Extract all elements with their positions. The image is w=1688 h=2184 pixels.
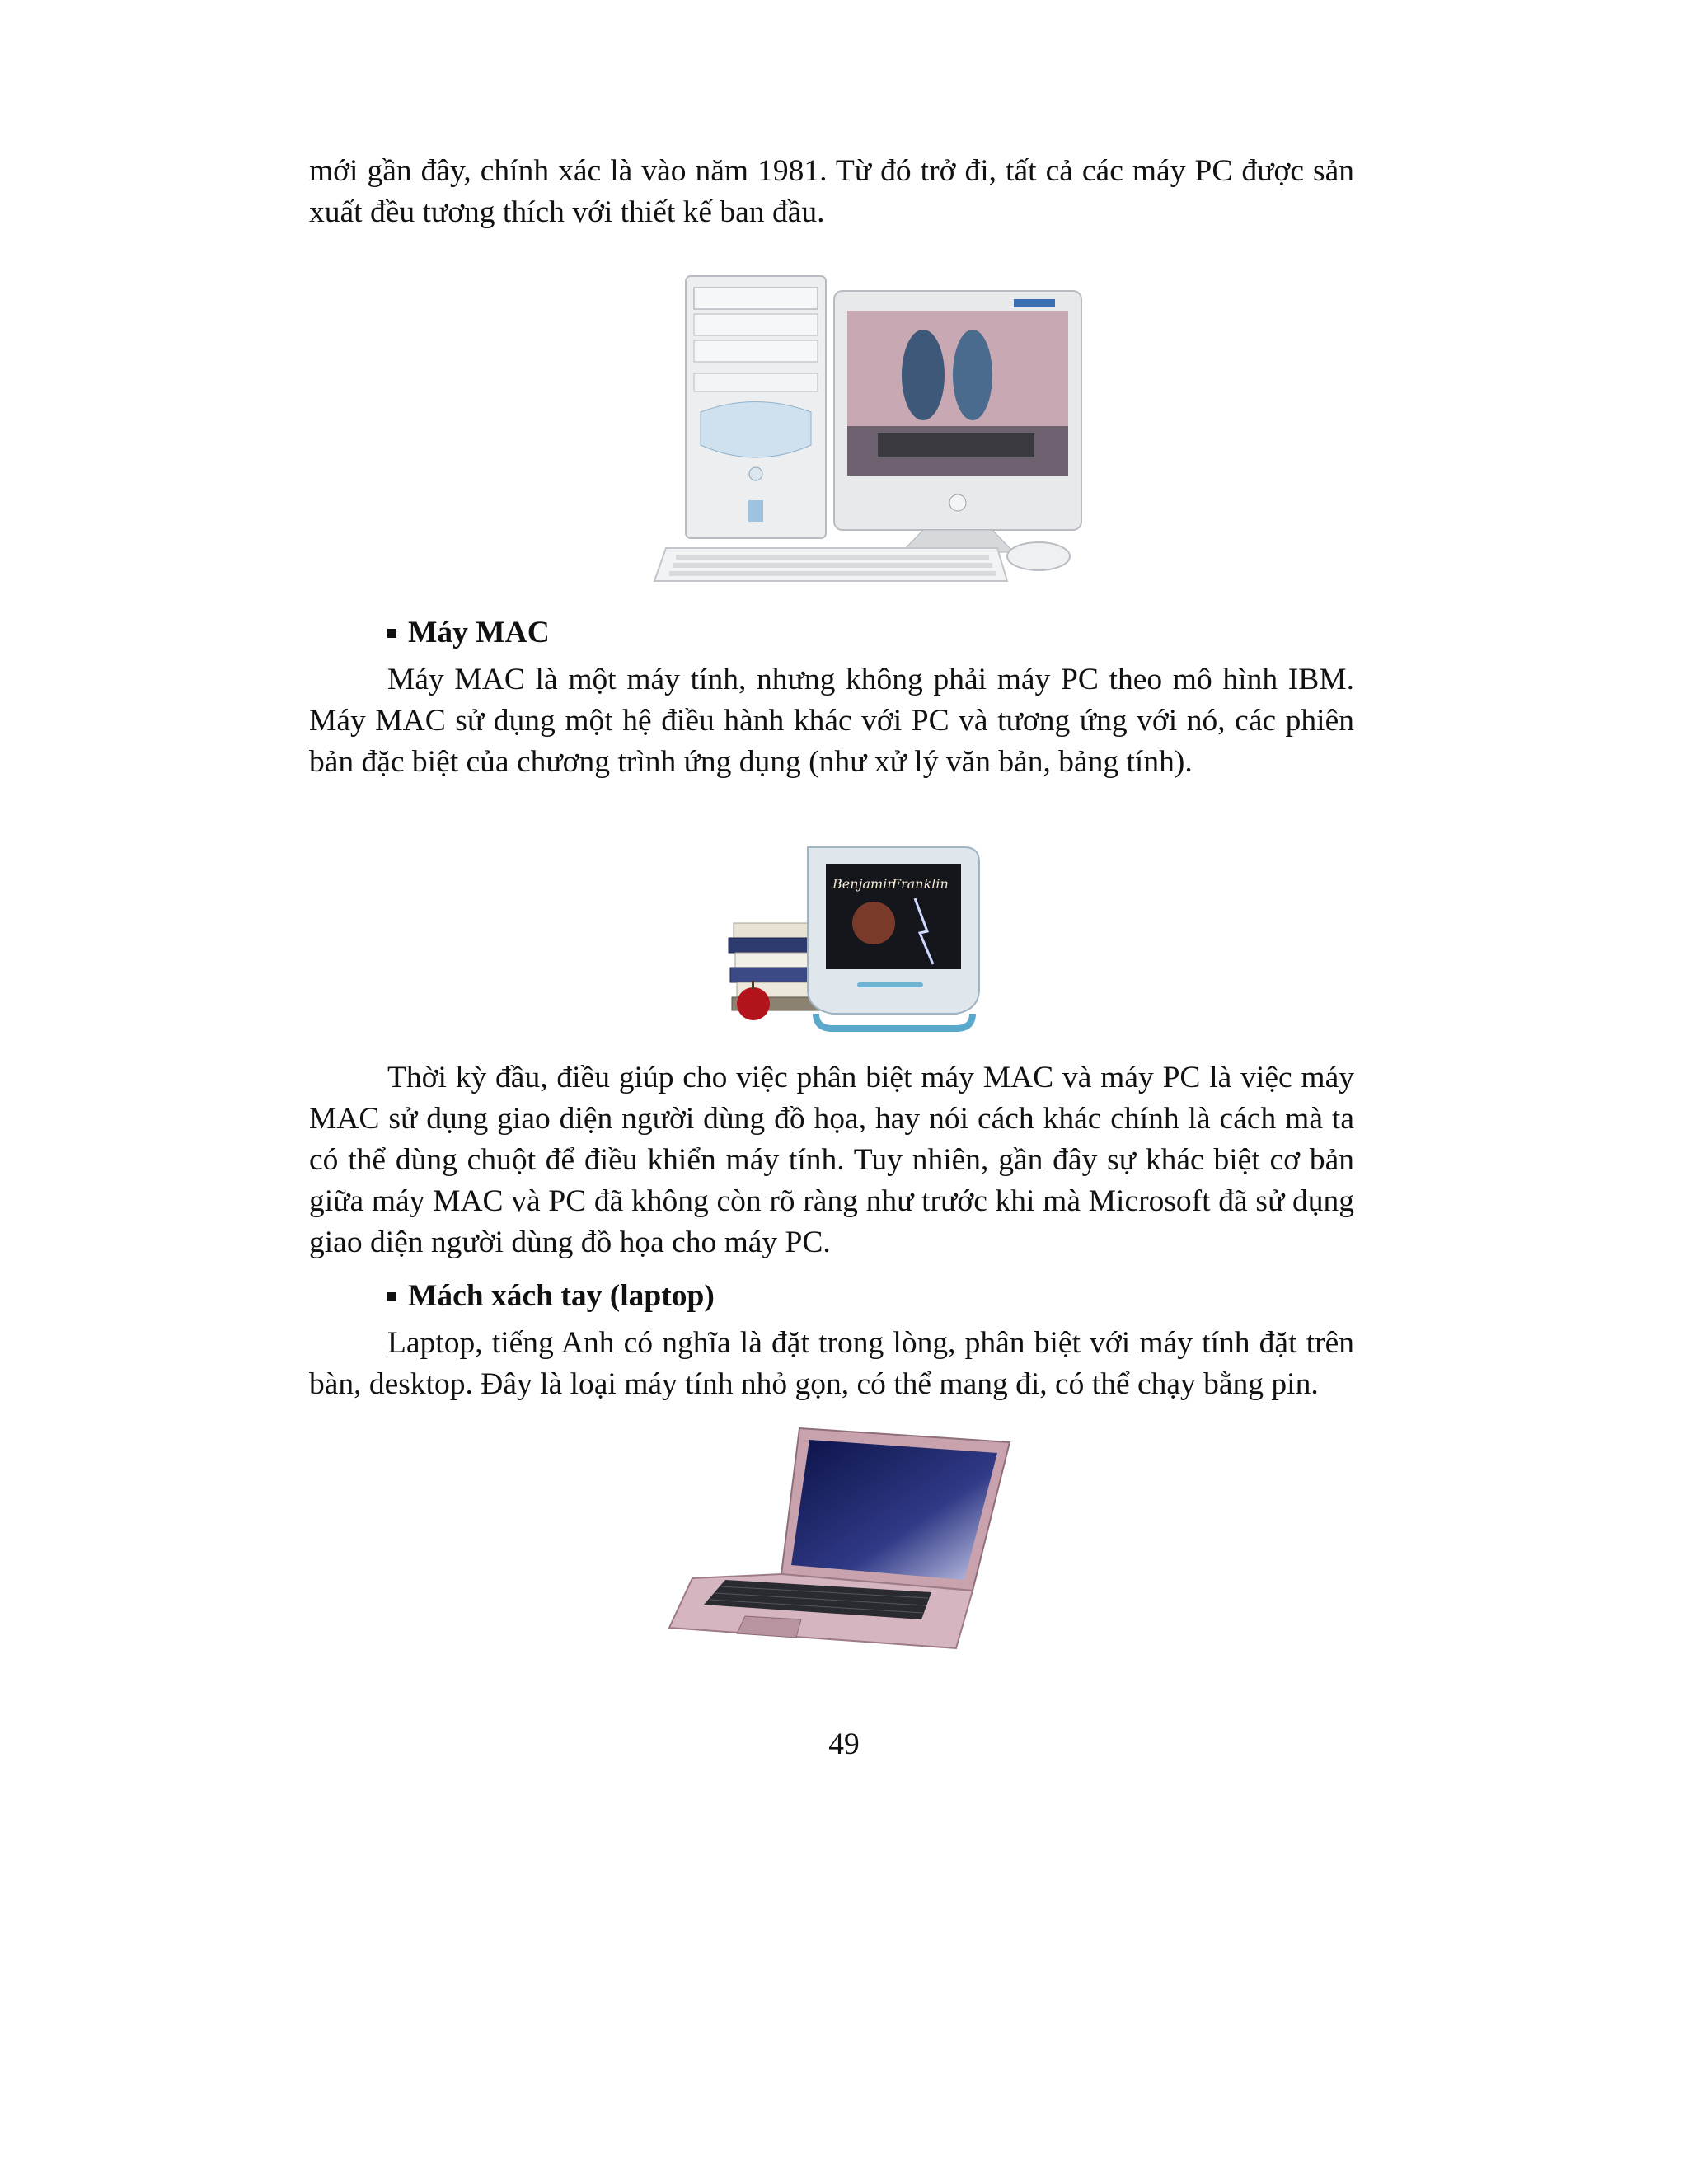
paragraph-mac-gui [309, 1057, 1354, 1263]
optical-drive [694, 288, 818, 309]
floppy-drive [694, 373, 818, 391]
section-heading-laptop [387, 1276, 715, 1317]
paragraph-text: Máy MAC là một máy tính, nhưng không phải máy PC theo mô hình IBM. Máy MAC sử dụng một hệ điều hành khác với PC và tương ứng với nó, các phiên bản đặc biệt của chương trình ứng dụng (như xử lý văn bản, bảng tính). [309, 663, 1354, 779]
screen-text: Benjamin [832, 876, 896, 892]
paragraph-mac [309, 659, 1354, 783]
person-figure [902, 330, 945, 420]
person-figure [953, 330, 992, 420]
bullet-icon [387, 629, 396, 638]
power-button [749, 467, 762, 480]
laptop-touchpad [737, 1616, 801, 1638]
heading-text: Mách xách tay (laptop) [408, 1279, 715, 1313]
laptop-figure [659, 1422, 1022, 1661]
drive-bay [694, 314, 818, 335]
laptop-screen [791, 1440, 997, 1580]
mouse [1007, 542, 1070, 570]
drive-bay [694, 340, 818, 362]
paragraph-text: mới gần đây, chính xác là vào năm 1981. Từ đó trở đi, tất cả các máy PC được sản xuất đều tương thích với thiết kế ban đầu. [309, 154, 1354, 229]
paragraph-intro [309, 151, 1354, 233]
section-heading-mac [387, 612, 550, 654]
screen-text: Franklin [892, 876, 949, 892]
imac-figure [717, 841, 1006, 1038]
imac-cd-slot [857, 982, 923, 987]
apple [737, 987, 770, 1020]
bullet-icon [387, 1292, 396, 1301]
dj-turntable [878, 433, 1034, 457]
heading-text: Máy MAC [408, 616, 550, 649]
tower-accent [701, 402, 811, 458]
page-number: 49 [828, 1727, 860, 1761]
paragraph-text: Thời kỳ đầu, điều giúp cho việc phân biệt máy MAC và máy PC là việc máy MAC sử dụng giao diện người dùng đồ họa, hay nói cách khác chính là cách mà ta có thể dùng chuột để điều khiển máy tính. Tuy nhiên, gần đây sự khác biệt cơ bản giữa máy MAC và PC đã không còn rõ ràng như trước khi mà Microsoft đã sử dụng giao diện người dùng đồ họa cho máy PC. [309, 1061, 1354, 1259]
imac-base [816, 1014, 973, 1029]
tower-slot [748, 500, 763, 522]
monitor-power-button [950, 494, 966, 511]
monitor-logo [1014, 299, 1055, 307]
paragraph-text: Laptop, tiếng Anh có nghĩa là đặt trong lòng, phân biệt với máy tính đặt trên bàn, desktop. Đây là loại máy tính nhỏ gọn, có thể mang đi, có thể chạy bằng pin. [309, 1326, 1354, 1401]
desktop-pc-figure [651, 268, 1096, 589]
paragraph-laptop [309, 1323, 1354, 1405]
